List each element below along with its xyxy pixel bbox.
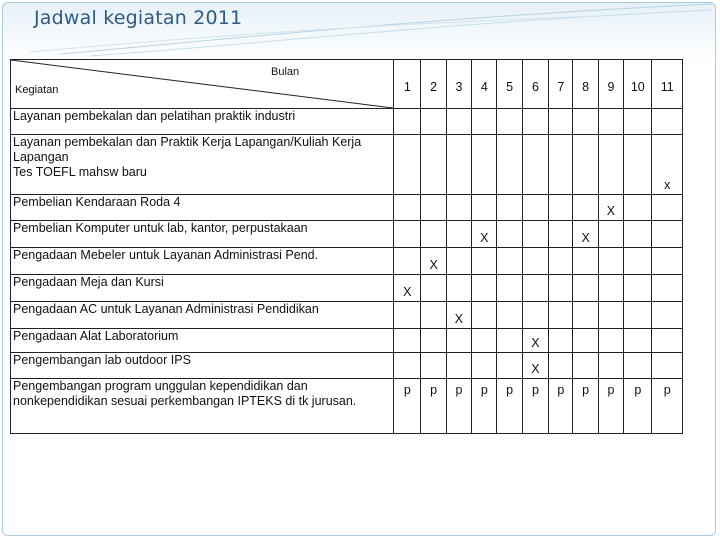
mark-cell bbox=[394, 302, 421, 329]
mark-cell: p bbox=[598, 379, 623, 434]
month-header: 10 bbox=[624, 60, 652, 109]
mark-cell bbox=[472, 329, 497, 353]
mark-cell bbox=[522, 221, 548, 248]
mark-cell bbox=[549, 195, 573, 221]
activity-cell: Pengadaan Mebeler untuk Layanan Administrasi Pend. bbox=[11, 248, 394, 275]
bulan-label: Bulan bbox=[271, 66, 300, 78]
activity-cell: Pengembangan program unggulan kependidikan dan nonkependidikan sesuai perkembangan IPTEKS di tk jurusan. bbox=[11, 379, 394, 434]
mark-cell bbox=[472, 109, 497, 135]
mark-cell: X bbox=[446, 302, 471, 329]
mark-cell bbox=[549, 135, 573, 195]
mark-cell bbox=[598, 353, 623, 379]
mark-cell bbox=[394, 109, 421, 135]
mark-cell bbox=[421, 329, 446, 353]
mark-cell bbox=[652, 221, 683, 248]
schedule-table bbox=[10, 59, 683, 434]
mark-cell bbox=[394, 221, 421, 248]
mark-cell bbox=[624, 195, 652, 221]
mark-cell bbox=[549, 221, 573, 248]
mark-cell bbox=[598, 109, 623, 135]
month-header: 11 bbox=[652, 60, 683, 109]
mark-cell: p bbox=[472, 379, 497, 434]
month-header: 8 bbox=[573, 60, 598, 109]
mark-cell bbox=[446, 195, 471, 221]
mark-cell: X bbox=[522, 353, 548, 379]
activity-cell: Pengembangan lab outdoor IPS bbox=[11, 353, 394, 379]
month-header: 3 bbox=[446, 60, 471, 109]
mark-cell: X bbox=[394, 275, 421, 302]
table-row bbox=[11, 248, 683, 275]
mark-cell bbox=[394, 353, 421, 379]
mark-cell bbox=[624, 353, 652, 379]
mark-cell: p bbox=[497, 379, 522, 434]
table-row bbox=[11, 275, 683, 302]
mark-cell bbox=[573, 275, 598, 302]
activity-cell: Pengadaan Alat Laboratorium bbox=[11, 329, 394, 353]
mark-cell bbox=[522, 248, 548, 275]
month-header: 6 bbox=[522, 60, 548, 109]
mark-cell bbox=[497, 195, 522, 221]
mark-cell bbox=[446, 221, 471, 248]
table-row bbox=[11, 353, 683, 379]
mark-cell: X bbox=[573, 221, 598, 248]
mark-cell bbox=[652, 195, 683, 221]
mark-cell: X bbox=[472, 221, 497, 248]
mark-cell: p bbox=[522, 379, 548, 434]
table-row bbox=[11, 329, 683, 353]
mark-cell bbox=[497, 329, 522, 353]
mark-cell bbox=[497, 275, 522, 302]
mark-cell bbox=[472, 195, 497, 221]
page-title: Jadwal kegiatan 2011 bbox=[34, 7, 243, 29]
mark-cell bbox=[652, 248, 683, 275]
mark-cell bbox=[446, 353, 471, 379]
mark-cell bbox=[497, 302, 522, 329]
mark-cell bbox=[522, 275, 548, 302]
mark-cell bbox=[472, 302, 497, 329]
activity-cell: Pengadaan AC untuk Layanan Administrasi Pendidikan bbox=[11, 302, 394, 329]
table-row bbox=[11, 195, 683, 221]
mark-cell bbox=[573, 353, 598, 379]
mark-cell bbox=[421, 195, 446, 221]
mark-cell bbox=[573, 109, 598, 135]
mark-cell: X bbox=[421, 248, 446, 275]
mark-cell bbox=[421, 275, 446, 302]
table-row bbox=[11, 379, 683, 434]
mark-cell bbox=[652, 353, 683, 379]
activity-cell: Pembelian Kendaraan Roda 4 bbox=[11, 195, 394, 221]
month-header: 9 bbox=[598, 60, 623, 109]
mark-cell bbox=[598, 329, 623, 353]
mark-cell bbox=[522, 195, 548, 221]
table-row bbox=[11, 221, 683, 248]
mark-cell bbox=[446, 135, 471, 195]
mark-cell bbox=[421, 302, 446, 329]
activity-cell: Layanan pembekalan dan Praktik Kerja Lapangan/Kuliah Kerja Lapangan Tes TOEFL mahsw baru bbox=[11, 135, 394, 195]
mark-cell bbox=[624, 302, 652, 329]
mark-cell: p bbox=[652, 379, 683, 434]
mark-cell bbox=[652, 275, 683, 302]
mark-cell: p bbox=[394, 379, 421, 434]
mark-cell bbox=[598, 135, 623, 195]
mark-cell bbox=[421, 353, 446, 379]
mark-cell bbox=[598, 302, 623, 329]
mark-cell: x bbox=[652, 135, 683, 195]
mark-cell: p bbox=[549, 379, 573, 434]
mark-cell: p bbox=[446, 379, 471, 434]
mark-cell bbox=[446, 248, 471, 275]
mark-cell bbox=[394, 135, 421, 195]
mark-cell bbox=[394, 248, 421, 275]
diagonal-divider bbox=[11, 60, 393, 108]
month-header: 1 bbox=[394, 60, 421, 109]
mark-cell bbox=[522, 135, 548, 195]
mark-cell bbox=[472, 248, 497, 275]
mark-cell bbox=[549, 302, 573, 329]
mark-cell bbox=[497, 353, 522, 379]
mark-cell bbox=[472, 135, 497, 195]
mark-cell bbox=[549, 329, 573, 353]
mark-cell bbox=[421, 109, 446, 135]
mark-cell bbox=[598, 221, 623, 248]
mark-cell bbox=[472, 275, 497, 302]
mark-cell bbox=[652, 329, 683, 353]
mark-cell bbox=[394, 329, 421, 353]
mark-cell bbox=[573, 329, 598, 353]
mark-cell bbox=[598, 248, 623, 275]
mark-cell bbox=[446, 329, 471, 353]
mark-cell bbox=[421, 135, 446, 195]
mark-cell: p bbox=[573, 379, 598, 434]
mark-cell bbox=[573, 248, 598, 275]
kegiatan-label: Kegiatan bbox=[15, 84, 59, 96]
activity-cell: Layanan pembekalan dan pelatihan praktik industri bbox=[11, 109, 394, 135]
mark-cell bbox=[522, 302, 548, 329]
month-header: 2 bbox=[421, 60, 446, 109]
mark-cell bbox=[549, 275, 573, 302]
mark-cell bbox=[573, 135, 598, 195]
mark-cell bbox=[446, 109, 471, 135]
header-row bbox=[11, 60, 683, 109]
mark-cell bbox=[624, 109, 652, 135]
header-corner-cell bbox=[11, 60, 394, 109]
mark-cell bbox=[522, 109, 548, 135]
mark-cell bbox=[573, 302, 598, 329]
mark-cell bbox=[624, 221, 652, 248]
mark-cell bbox=[497, 135, 522, 195]
mark-cell bbox=[652, 302, 683, 329]
month-header: 7 bbox=[549, 60, 573, 109]
mark-cell bbox=[549, 109, 573, 135]
mark-cell bbox=[472, 353, 497, 379]
mark-cell bbox=[394, 195, 421, 221]
mark-cell bbox=[624, 275, 652, 302]
mark-cell: p bbox=[421, 379, 446, 434]
mark-cell bbox=[652, 109, 683, 135]
mark-cell bbox=[549, 248, 573, 275]
mark-cell bbox=[549, 353, 573, 379]
mark-cell: X bbox=[598, 195, 623, 221]
activity-cell: Pengadaan Meja dan Kursi bbox=[11, 275, 394, 302]
month-header: 5 bbox=[497, 60, 522, 109]
mark-cell bbox=[624, 329, 652, 353]
table-row bbox=[11, 109, 683, 135]
table-row bbox=[11, 135, 683, 195]
mark-cell bbox=[624, 135, 652, 195]
mark-cell: X bbox=[522, 329, 548, 353]
mark-cell: p bbox=[624, 379, 652, 434]
mark-cell bbox=[446, 275, 471, 302]
activity-cell: Pembelian Komputer untuk lab, kantor, perpustakaan bbox=[11, 221, 394, 248]
mark-cell bbox=[421, 221, 446, 248]
table-row bbox=[11, 302, 683, 329]
mark-cell bbox=[624, 248, 652, 275]
mark-cell bbox=[573, 195, 598, 221]
mark-cell bbox=[497, 109, 522, 135]
mark-cell bbox=[497, 221, 522, 248]
mark-cell bbox=[497, 248, 522, 275]
month-header: 4 bbox=[472, 60, 497, 109]
mark-cell bbox=[598, 275, 623, 302]
